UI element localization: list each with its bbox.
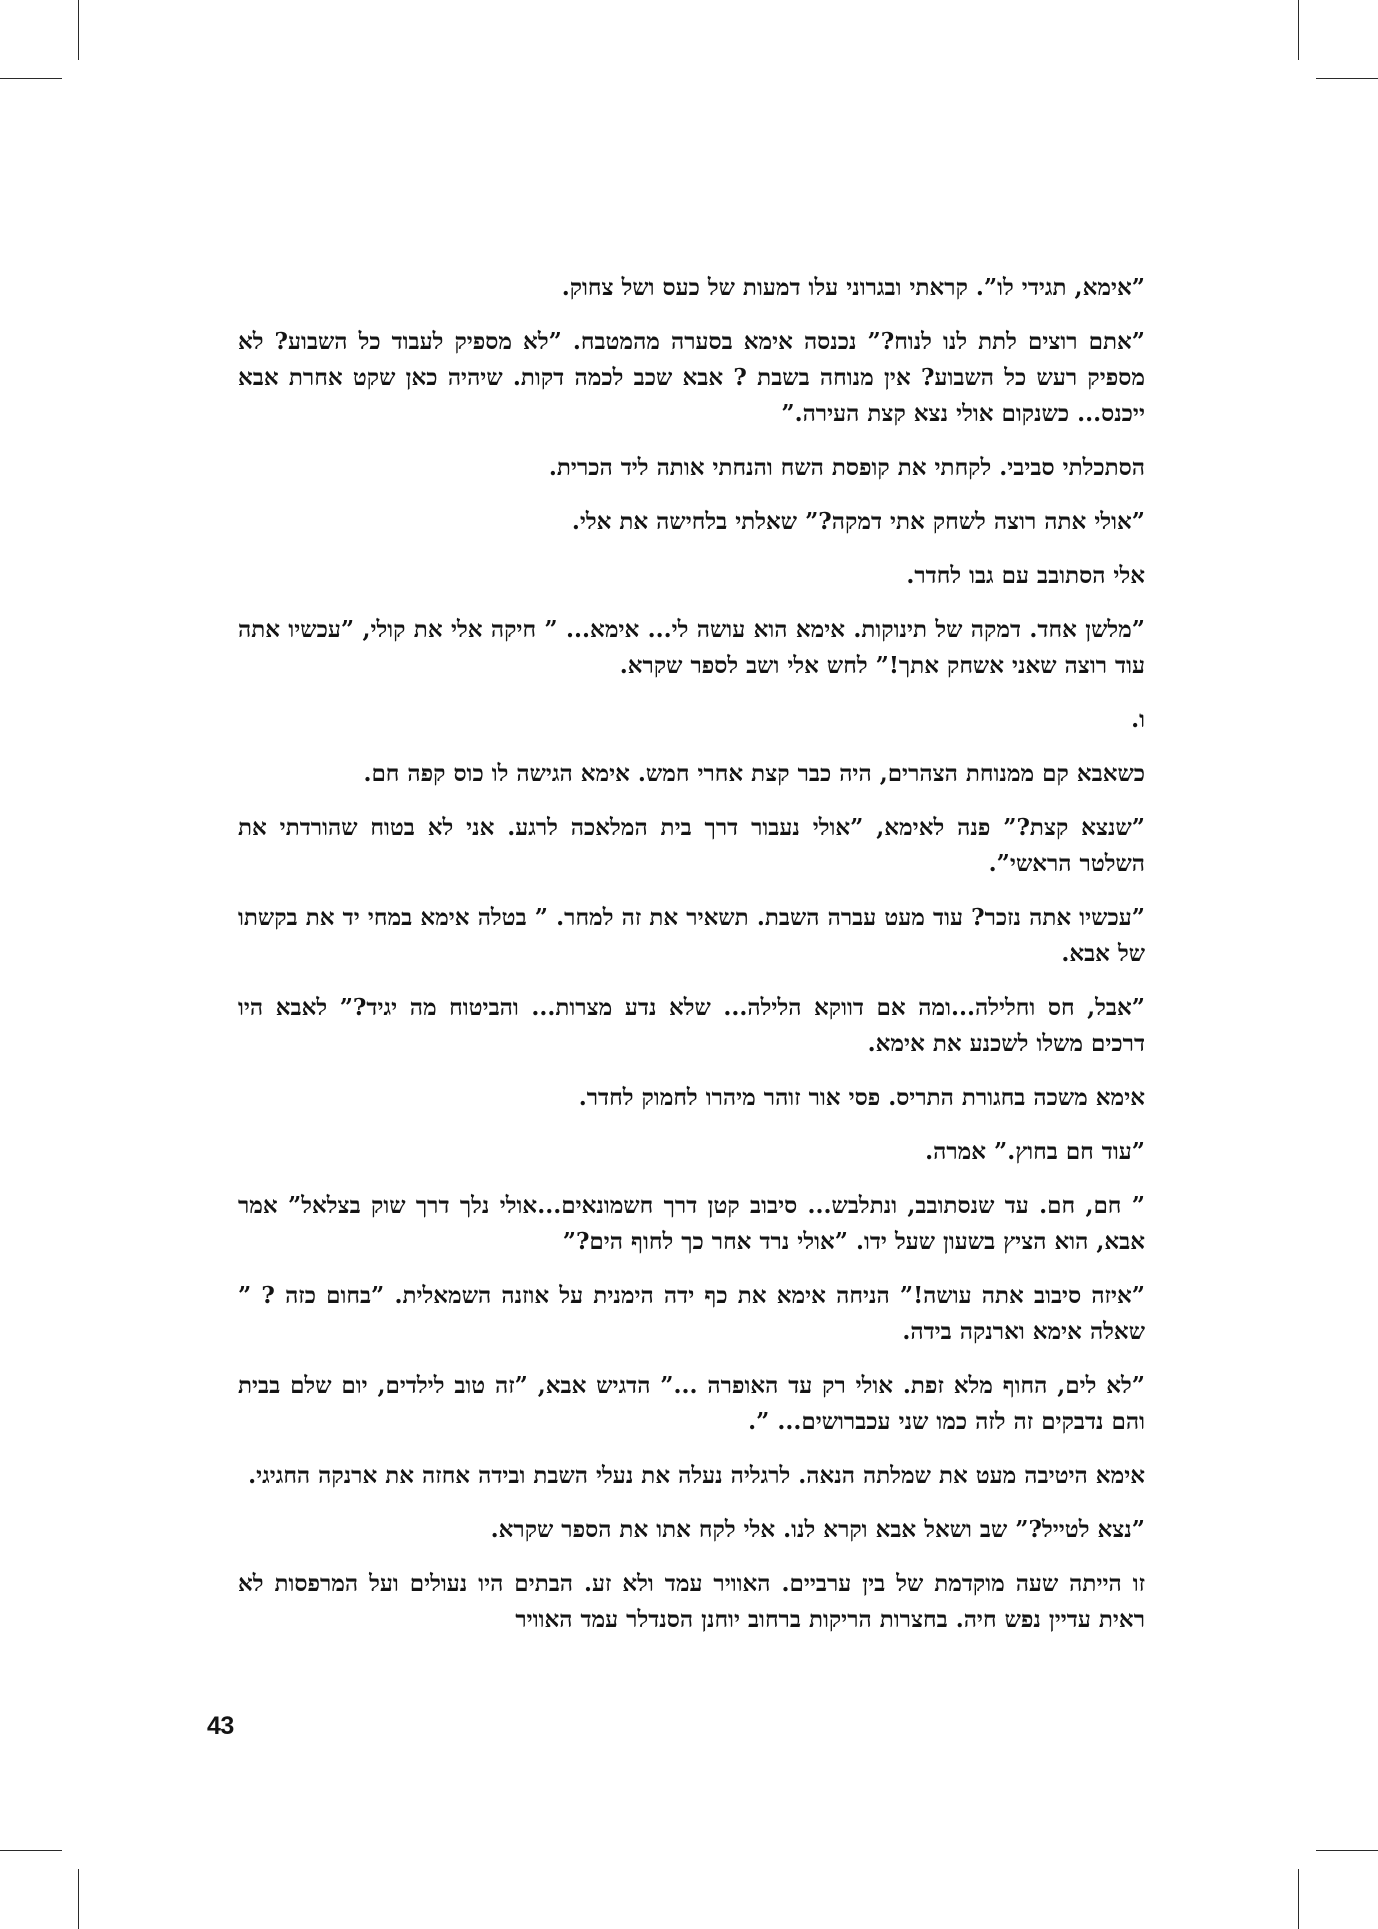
crop-mark-top-left xyxy=(78,0,79,60)
paragraph: ”עכשיו אתה נזכר? עוד מעט עברה השבת. תשאיר את זה למחר. ” בטלה אימא במחי יד את בקשתו של אבא. xyxy=(238,904,1145,967)
paragraph: כשאבא קם ממנוחת הצהרים, היה כבר קצת אחרי חמש. אימא הגישה לו כוס קפה חם. xyxy=(363,760,1145,787)
paragraph: אימא היטיבה מעט את שמלתה הנאה. לרגליה נעלה את נעלי השבת ובידה אחזה את ארנקה החגיגי. xyxy=(248,1462,1145,1489)
crop-mark-bottom-right xyxy=(1298,1869,1299,1929)
paragraph: ”מלשן אחד. דמקה של תינוקות. אימא הוא עושה לי... אימא... ” חיקה אלי את קולי, ”עכשיו אתה עוד רוצה שאני אשחק אתך!” לחש אלי ושב לספר שקרא. xyxy=(238,616,1145,679)
paragraph: ” חם, חם. עד שנסתובב, ונתלבש... סיבוב קטן דרך חשמונאים...אולי נלך דרך שוק בצלאל” אמר אבא, הוא הציץ בשעון שעל ידו. ”אולי נרד אחר כך לחוף הים?” xyxy=(238,1192,1145,1255)
paragraph: ”אולי אתה רוצה לשחק אתי דמקה?” שאלתי בלחישה את אלי. xyxy=(571,508,1145,535)
paragraph: ”נצא לטייל?” שב ושאל אבא וקרא לנו. אלי לקח אתו את הספר שקרא. xyxy=(490,1516,1145,1543)
body-text xyxy=(238,270,1145,1656)
paragraph: ”אתם רוצים לתת לנו לנוח?” נכנסה אימא בסערה מהמטבח. ”לא מספיק לעבוד כל השבוע? לא מספיק רעש כל השבוע? אין מנוחה בשבת ? אבא שכב לכמה דקות. שיהיה כאן שקט אחרת אבא ייכנס... כשנקום אולי נצא קצת העירה.” xyxy=(238,328,1145,427)
paragraph: אימא משכה בחגורת התריס. פסי אור זוהר מיהרו לחמוק לחדר. xyxy=(578,1084,1145,1111)
paragraph: ”שנצא קצת?” פנה לאימא, ”אולי נעבור דרך בית המלאכה לרגע. אני לא בטוח שהורדתי את השלטר הראשי”. xyxy=(238,814,1145,877)
crop-mark-top-left-horizontal xyxy=(0,78,62,79)
paragraph: ”איזה סיבוב אתה עושה!” הניחה אימא את כף ידה הימנית על אוזנה השמאלית. ”בחום כזה ? ” שאלה אימא וארנקה בידה. xyxy=(238,1282,1145,1345)
paragraph: אלי הסתובב עם גבו לחדר. xyxy=(906,562,1145,589)
paragraph: ”עוד חם בחוץ.” אמרה. xyxy=(925,1138,1145,1165)
paragraph: ”אימא, תגידי לו”. קראתי ובגרוני עלו דמעות של כעס ושל צחוק. xyxy=(561,274,1145,301)
paragraph: זו הייתה שעה מוקדמת של בין ערביים. האוויר עמד ולא זע. הבתים היו נעולים ועל המרפסות לא ראית עדיין נפש חיה. בחצרות הריקות ברחוב יוחנן הסנדלר עמד האוויר xyxy=(238,1570,1145,1633)
section-marker: ו. xyxy=(1131,706,1145,733)
page-number: 43 xyxy=(207,1712,234,1740)
crop-mark-top-right-horizontal xyxy=(1316,78,1378,79)
crop-mark-top-right xyxy=(1298,0,1299,60)
paragraph: ”לא לים, החוף מלא זפת. אולי רק עד האופרה ...” הדגיש אבא, ”זה טוב לילדים, יום שלם בבית והם נדבקים זה לזה כמו שני עכברושים... ”. xyxy=(238,1372,1145,1435)
paragraph: הסתכלתי סביבי. לקחתי את קופסת השח והנחתי אותה ליד הכרית. xyxy=(548,454,1145,481)
crop-mark-bottom-left xyxy=(78,1869,79,1929)
crop-mark-bottom-right-horizontal xyxy=(1316,1850,1378,1851)
crop-mark-bottom-left-horizontal xyxy=(0,1850,62,1851)
paragraph: ”אבל, חס וחלילה...ומה אם דווקא הלילה... שלא נדע מצרות... והביטוח מה יגיד?” לאבא היו דרכים משלו לשכנע את אימא. xyxy=(238,994,1145,1057)
